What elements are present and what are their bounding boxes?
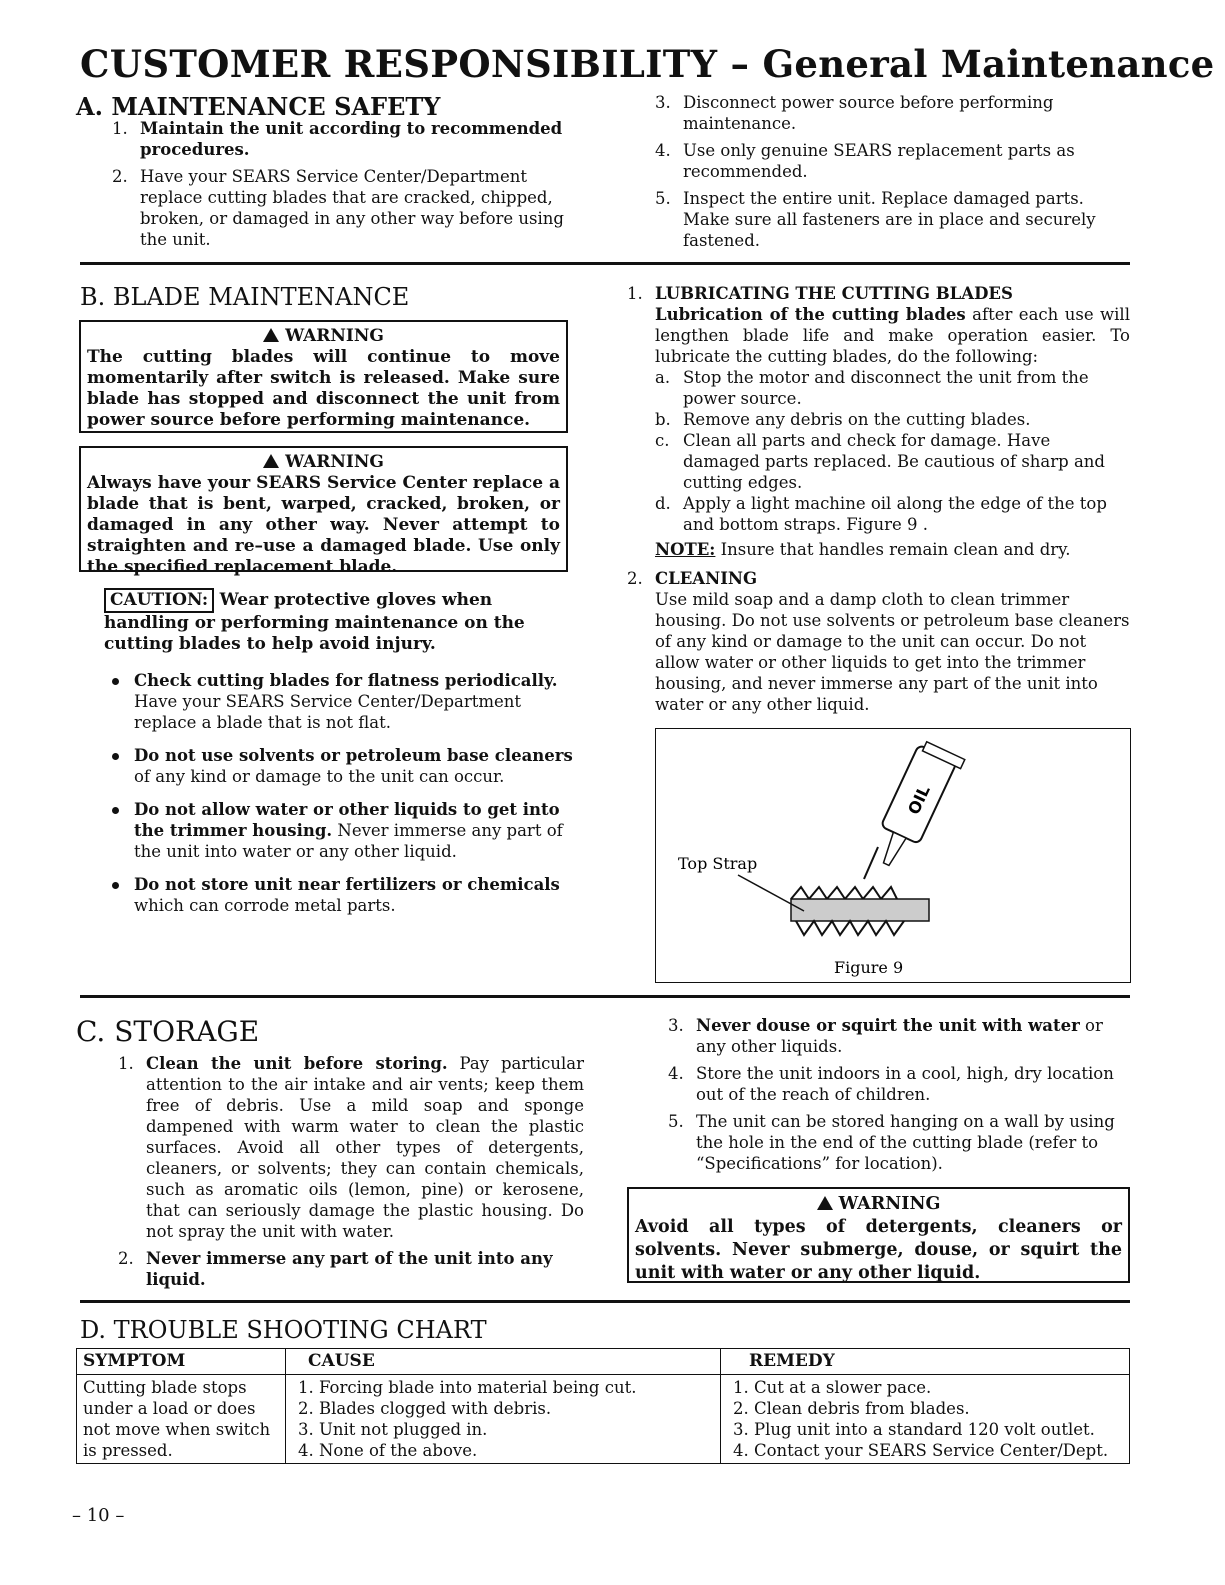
- list-item: Do not use solvents or petroleum base cleaners of any kind or damage to the unit can occur.: [104, 745, 582, 787]
- list-item: Do not allow water or other liquids to get into the trimmer housing. Never immerse any part of the unit into water or any other liquid.: [104, 799, 582, 862]
- caution-label: CAUTION:: [104, 588, 214, 613]
- cleaning-section: 2. CLEANING Use mild soap and a damp cloth to clean trimmer housing. Do not use solvents or petroleum base cleaners of any kind or damage to the unit can occur. Do not allow water or other liquids to get into the trimmer housing, and never immerse any part of the unit into water or any other liquid.: [627, 569, 1130, 714]
- oil-label: OIL: [904, 782, 934, 818]
- column-header: CAUSE: [286, 1349, 721, 1375]
- list-item: 5. Inspect the entire unit. Replace damaged parts. Make sure all fasteners are in place and securely fastened.: [655, 189, 1096, 250]
- lubricating-section: 1. LUBRICATING THE CUTTING BLADES Lubrication of the cutting blades after each use will lengthen blade life and make operation easier. To lubricate the cutting blades, do the following: a. Stop the motor and disconnect the unit from the power source. b. Remove any debris on the cutting blades. c. Clean all parts and check for damage. Have damaged parts replaced. Be cautious of sharp and cutting edges. d. Apply a light machine oil along the edge of the top and bottom straps. Figure 9 . NOTE: Insure that handles remain clean and dry. 2. CLEANING Use mild soap and a damp cloth to clean trimmer housing. Do not use solvents or petroleum base cleaners of any kind or damage to the unit can occur. Do not allow water or other liquids to get into the trimmer housing, and never immerse any part of the unit into water or any other liquid.: [627, 284, 1130, 714]
- lubricating-heading: LUBRICATING THE CUTTING BLADES: [655, 284, 1013, 303]
- warning-header: WARNING: [87, 452, 560, 473]
- page-number: – 10 –: [72, 1505, 125, 1526]
- list-item: b. Remove any debris on the cutting blades.: [655, 410, 1031, 429]
- warning-icon: [263, 328, 279, 342]
- cleaning-heading: CLEANING: [655, 569, 758, 588]
- section-a-heading: A. MAINTENANCE SAFETY: [76, 92, 441, 121]
- warning-box-motion: WARNING The cutting blades will continue to move momentarily after switch is released. Make sure blade has stopped and disconnect the unit from power source before performing maintenance.: [79, 320, 568, 433]
- top-strap-label: Top Strap: [678, 854, 758, 873]
- trouble-shooting-table: [76, 1348, 1130, 1464]
- oil-can-illustration: [656, 729, 1129, 981]
- section-d-heading: D. TROUBLE SHOOTING CHART: [80, 1316, 487, 1344]
- list-item: 1. Maintain the unit according to recommended procedures.: [112, 119, 563, 159]
- warning-header: WARNING: [635, 1193, 1122, 1216]
- list-item: 4. Store the unit indoors in a cool, high, dry location out of the reach of children.: [668, 1064, 1114, 1104]
- list-item: Do not store unit near fertilizers or chemicals which can corrode metal parts.: [104, 874, 582, 916]
- list-item: c. Clean all parts and check for damage. Have damaged parts replaced. Be cautious of sharp and cutting edges.: [655, 431, 1105, 492]
- section-c-right-list: [668, 1015, 1130, 1180]
- column-header: SYMPTOM: [77, 1349, 286, 1375]
- caution-note: CAUTION: Wear protective gloves when handling or performing maintenance on the cutting blades to help avoid injury.: [104, 590, 525, 654]
- list-item: 1. Clean the unit before storing. Pay particular attention to the air intake and air vents; keep them free of debris. Use a mild soap and sponge dampened with warm water to clean the plastic surfaces. Avoid all other types of detergents, cleaners, or solvents; they can contain chemicals, such as aromatic oils (lemon, pine) or kerosene, that can seriously damage the plastic housing. Do not spray the unit with water.: [118, 1054, 585, 1241]
- column-header: REMEDY: [721, 1349, 1130, 1375]
- list-item: 2. Never immerse any part of the unit into any liquid.: [118, 1249, 553, 1289]
- section-a-right-list: [655, 92, 1130, 257]
- divider: [80, 995, 1130, 998]
- cause-cell: 1. Forcing blade into material being cut. 2. Blades clogged with debris. 3. Unit not plugged in. 4. None of the above.: [286, 1375, 721, 1464]
- table-row: [77, 1375, 1130, 1464]
- table-header-row: [77, 1349, 1130, 1375]
- symptom-cell: Cutting blade stops under a load or does not move when switch is pressed.: [77, 1375, 286, 1464]
- warning-box-replace-blade: WARNING Always have your SEARS Service Center replace a blade that is bent, warped, cracked, broken, or damaged in any other way. Never attempt to straighten and re–use a damaged blade. Use only the specified replacement blade.: [79, 446, 568, 572]
- warning-box-storage: WARNING Avoid all types of detergents, cleaners or solvents. Never submerge, douse, or squirt the unit with water or any other liquid.: [627, 1187, 1130, 1283]
- warning-icon: [817, 1196, 833, 1210]
- divider: [80, 1300, 1130, 1303]
- list-item: 2. Have your SEARS Service Center/Department replace cutting blades that are cracked, chipped, broken, or damaged in any other way before using the unit.: [112, 167, 564, 249]
- list-item: 4. Use only genuine SEARS replacement parts as recommended.: [655, 141, 1075, 181]
- list-item: 3. Never douse or squirt the unit with water or any other liquids.: [668, 1016, 1103, 1056]
- divider: [80, 262, 1130, 265]
- list-item: 5. The unit can be stored hanging on a wall by using the hole in the end of the cutting blade (refer to “Specifications” for location).: [668, 1112, 1115, 1173]
- list-item: Check cutting blades for flatness periodically. Have your SEARS Service Center/Department replace a blade that is not flat.: [104, 670, 582, 733]
- remedy-cell: 1. Cut at a slower pace. 2. Clean debris from blades. 3. Plug unit into a standard 120 volt outlet. 4. Contact your SEARS Service Center/Dept.: [721, 1375, 1130, 1464]
- section-a-left-list: [112, 118, 582, 256]
- figure-caption: Figure 9: [834, 958, 904, 977]
- section-c-left-list: [118, 1053, 584, 1296]
- list-item: 3. Disconnect power source before performing maintenance.: [655, 93, 1054, 133]
- warning-icon: [263, 454, 279, 468]
- section-c-heading: C. STORAGE: [76, 1015, 260, 1048]
- figure-9: [655, 728, 1131, 983]
- blade-bullets: [104, 670, 582, 928]
- section-b-heading: B. BLADE MAINTENANCE: [80, 283, 410, 311]
- warning-header: WARNING: [87, 326, 560, 347]
- page-title: CUSTOMER RESPONSIBILITY – General Maintenance: [80, 42, 1215, 86]
- list-item: d. Apply a light machine oil along the edge of the top and bottom straps. Figure 9 .: [655, 494, 1107, 534]
- list-item: a. Stop the motor and disconnect the unit from the power source.: [655, 368, 1089, 408]
- note: NOTE: Insure that handles remain clean and dry.: [655, 540, 1071, 559]
